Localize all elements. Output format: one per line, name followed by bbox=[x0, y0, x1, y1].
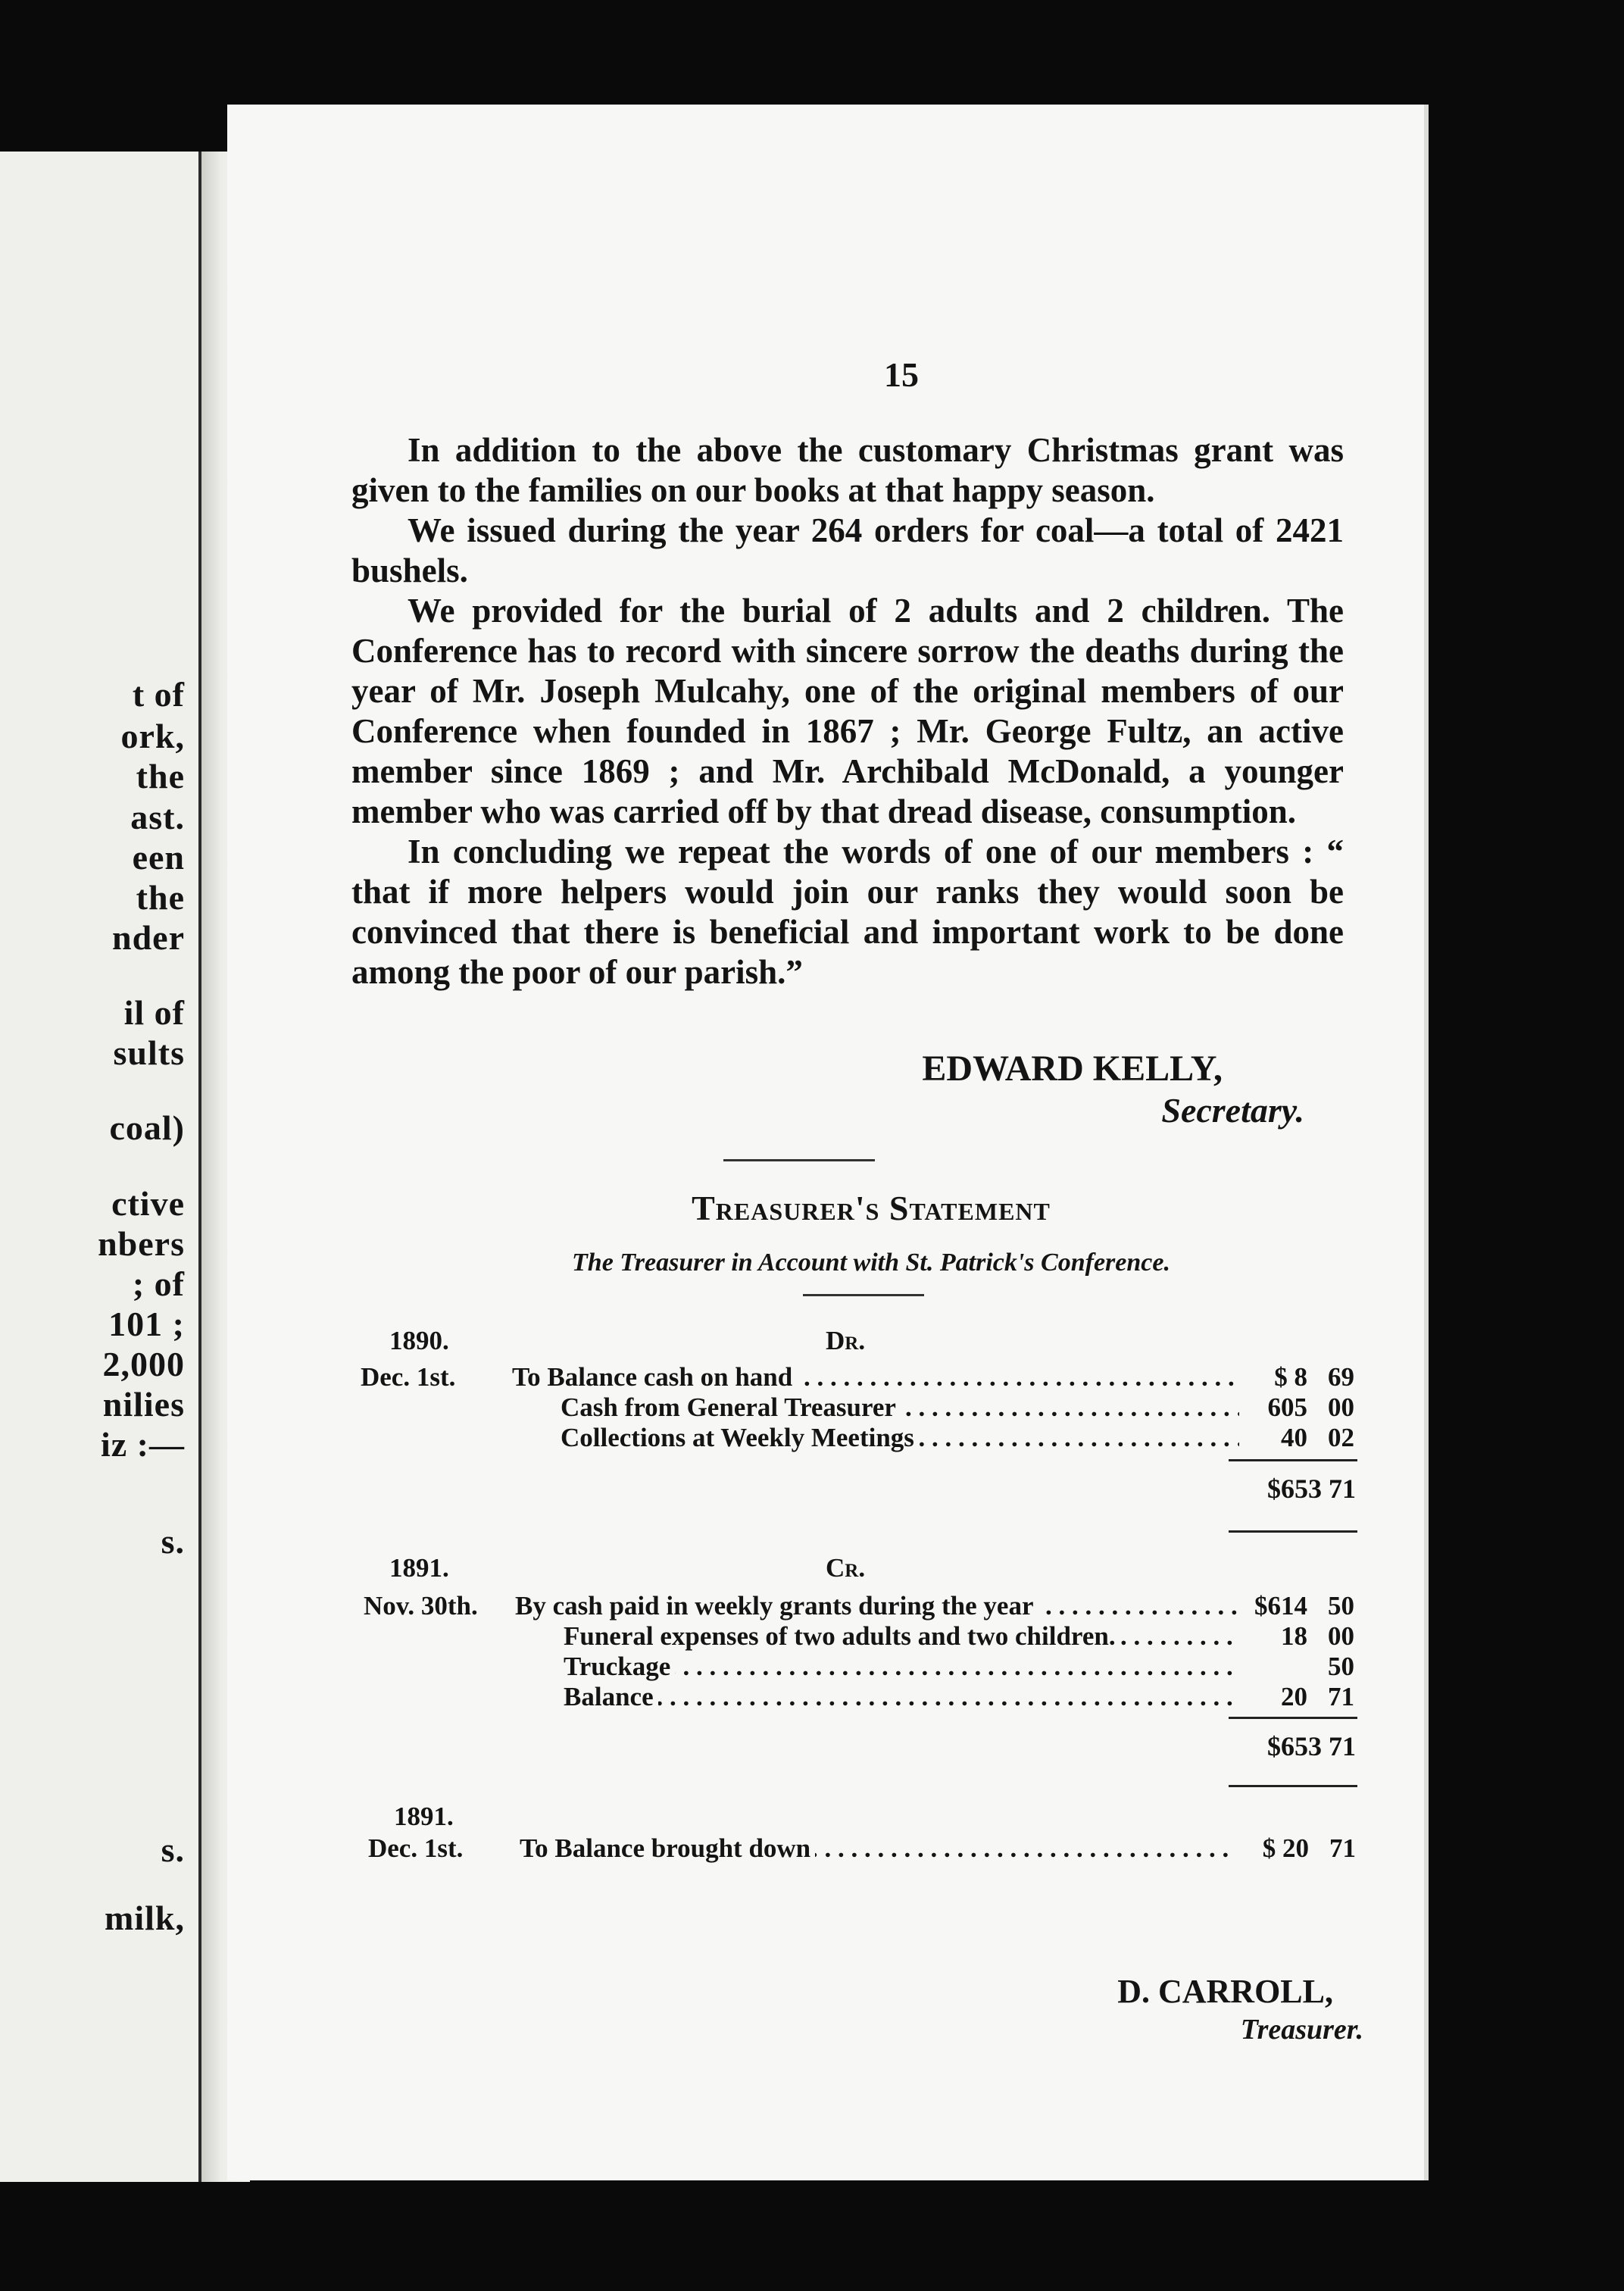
entry-dollars: $ 20 bbox=[1262, 1833, 1309, 1863]
left-page-fragment: een bbox=[132, 838, 185, 877]
entry-cents: 00 bbox=[1328, 1392, 1354, 1422]
treasurer-signature bbox=[985, 1972, 1363, 2048]
entry-description: To Balance cash on hand . . . bbox=[512, 1362, 1239, 1392]
cr-label: Cr. bbox=[826, 1553, 866, 1583]
left-page-fragment: ; of bbox=[132, 1264, 185, 1303]
dr-total: $653 71 bbox=[1267, 1474, 1356, 1504]
left-facing-page bbox=[0, 152, 198, 2182]
entry-cents: 02 bbox=[1328, 1423, 1354, 1452]
ledger-row bbox=[364, 1682, 1379, 1712]
left-page-fragment: coal) bbox=[109, 1108, 185, 1147]
ledger-row bbox=[361, 1362, 1376, 1392]
left-page-fragment: nder bbox=[112, 918, 185, 957]
entry-date: Nov. 30th. bbox=[364, 1591, 478, 1621]
page-number: 15 bbox=[884, 355, 919, 394]
left-page-fragment: il of bbox=[123, 993, 185, 1032]
left-page-fragment: nbers bbox=[98, 1224, 185, 1263]
left-page-fragment: 101 ; bbox=[108, 1305, 185, 1343]
entry-description: Truckage . . . bbox=[564, 1652, 1239, 1682]
cr-total: $653 71 bbox=[1267, 1731, 1356, 1761]
entry-dollars: 20 bbox=[1281, 1682, 1307, 1711]
entry-cents: 50 bbox=[1328, 1652, 1354, 1681]
treasurer-name: D. CARROLL, bbox=[1117, 1973, 1333, 2010]
total-rule bbox=[1229, 1530, 1357, 1533]
left-page-fragment: the bbox=[136, 757, 185, 795]
main-page bbox=[227, 105, 1424, 2180]
entry-date: Dec. 1st. bbox=[361, 1362, 456, 1392]
entry-cents: 69 bbox=[1328, 1362, 1354, 1392]
entry-description: To Balance brought down . . . bbox=[520, 1833, 1236, 1864]
ledger-row bbox=[361, 1392, 1376, 1423]
ledger-row bbox=[364, 1652, 1379, 1682]
left-page-fragment: ast. bbox=[130, 798, 185, 836]
carry-ledger bbox=[368, 1833, 1383, 1864]
body-text bbox=[351, 430, 1344, 992]
ledger-row bbox=[361, 1423, 1376, 1453]
entry-cents: 71 bbox=[1328, 1682, 1354, 1711]
divider bbox=[723, 1159, 875, 1161]
paragraph: We provided for the burial of 2 adults and 2 children. The Conference has to record with sincere sorrow the deaths during the year of Mr. Joseph Mulcahy, one of the original members of our Conference when founded in 1867 ; Mr. George Fultz, an active member since 1869 ; and Mr. Archibald McDonald, a younger member who was carried off by that dread disease, consumption. bbox=[351, 592, 1344, 830]
entry-cents: 71 bbox=[1329, 1833, 1356, 1863]
left-page-fragment: t of bbox=[132, 675, 185, 714]
ledger-row bbox=[364, 1591, 1379, 1621]
secretary-name: EDWARD KELLY, bbox=[922, 1049, 1223, 1089]
left-page-fragment: nilies bbox=[102, 1385, 185, 1424]
entry-dollars: $ 8 bbox=[1274, 1362, 1307, 1392]
dr-year: 1890. bbox=[389, 1326, 449, 1355]
carry-year: 1891. bbox=[394, 1802, 454, 1831]
entry-cents: 50 bbox=[1328, 1591, 1354, 1621]
dr-ledger bbox=[361, 1362, 1376, 1453]
paragraph: In concluding we repeat the words of one of our members : “ that if more helpers would join our ranks they would soon be convinced that there is beneficial and important work to be done among the poor of our parish.” bbox=[351, 833, 1344, 991]
statement-subtitle: The Treasurer in Account with St. Patrick's Conference. bbox=[572, 1249, 1170, 1277]
left-page-fragment: s. bbox=[161, 1830, 185, 1869]
secretary-title: Secretary. bbox=[1161, 1091, 1304, 1130]
entry-date: Dec. 1st. bbox=[368, 1833, 464, 1863]
cr-ledger bbox=[364, 1591, 1379, 1712]
cr-year: 1891. bbox=[389, 1553, 449, 1583]
entry-dollars: 18 bbox=[1281, 1621, 1307, 1651]
entry-cents: 00 bbox=[1328, 1621, 1354, 1651]
entry-description: By cash paid in weekly grants during the year . . . bbox=[515, 1591, 1239, 1621]
secretary-signature bbox=[351, 1048, 1344, 1131]
entry-dollars: 605 bbox=[1267, 1392, 1307, 1422]
divider bbox=[803, 1294, 924, 1296]
entry-description: Collections at Weekly Meetings . . . bbox=[561, 1423, 1239, 1453]
dr-label: Dr. bbox=[826, 1326, 866, 1355]
treasurer-title: Treasurer. bbox=[1240, 2014, 1363, 2046]
left-page-fragment: ctive bbox=[111, 1184, 185, 1223]
entry-description: Balance . . . bbox=[564, 1682, 1239, 1712]
ledger-row bbox=[368, 1833, 1383, 1864]
total-rule bbox=[1229, 1459, 1357, 1461]
ledger-row bbox=[364, 1621, 1379, 1652]
total-rule bbox=[1229, 1785, 1357, 1787]
left-page-fragment: milk, bbox=[105, 1899, 185, 1937]
entry-description: Funeral expenses of two adults and two children. . . . bbox=[564, 1621, 1239, 1652]
entry-dollars: 40 bbox=[1281, 1423, 1307, 1452]
left-page-fragment: sults bbox=[113, 1033, 185, 1072]
entry-description: Cash from General Treasurer . . . bbox=[561, 1392, 1239, 1423]
left-page-fragment: ork, bbox=[120, 717, 185, 755]
left-page-fragment: the bbox=[136, 878, 185, 917]
statement-heading: Treasurer's Statement bbox=[692, 1189, 1051, 1227]
left-page-fragment: 2,000 bbox=[102, 1345, 185, 1383]
paragraph: In addition to the above the customary Christmas grant was given to the families on our books at that happy season. bbox=[351, 431, 1344, 509]
left-page-fragment: iz :— bbox=[100, 1425, 185, 1464]
total-rule bbox=[1229, 1717, 1357, 1719]
entry-dollars: $614 bbox=[1254, 1591, 1307, 1621]
paragraph: We issued during the year 264 orders for coal—a total of 2421 bushels. bbox=[351, 511, 1344, 589]
left-page-fragment: s. bbox=[161, 1522, 185, 1561]
